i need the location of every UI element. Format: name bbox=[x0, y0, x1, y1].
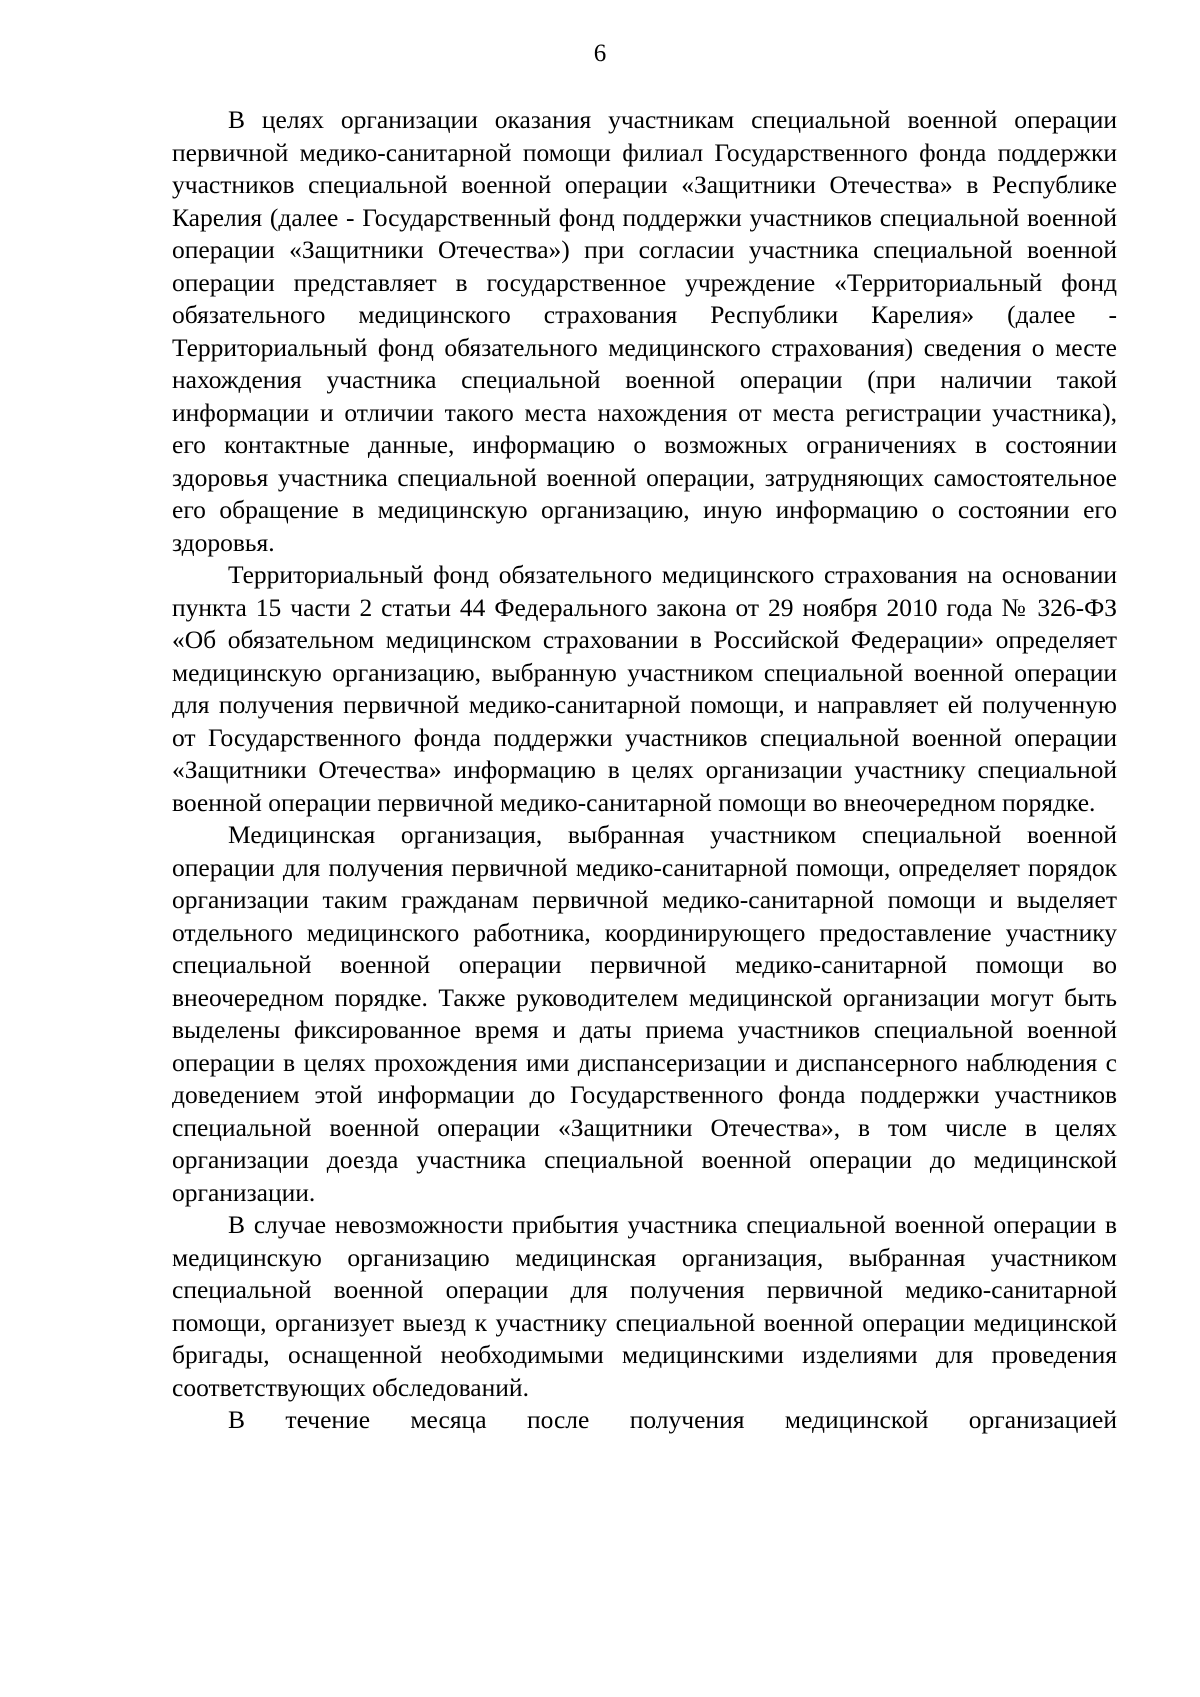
paragraph-1: В целях организации оказания участникам специальной военной операции первичной медико-санитарной помощи филиал Государственного фонда поддержки участников специальной военной операции «Защитники Отечества» в Республике Карелия (далее - Государственный фонд поддержки участников специальной военной операции «Защитники Отечества») при согласии участника специальной военной операции представляет в государственное учреждение «Территориальный фонд обязательного медицинского страхования Республики Карелия» (далее - Территориальный фонд обязательного медицинского страхования) сведения о месте нахождения участника специальной военной операции (при наличии такой информации и отличии такого места нахождения от места регистрации участника), его контактные данные, информацию о возможных ограничениях в состоянии здоровья участника специальной военной операции, затрудняющих самостоятельное его обращение в медицинскую организацию, иную информацию о состоянии его здоровья. bbox=[172, 105, 1117, 557]
paragraph-4: В случае невозможности прибытия участника специальной военной операции в медицинскую организацию медицинская организация, выбранная участником специальной военной операции для получения первичной медико-санитарной помощи, организует выезд к участнику специальной военной операции медицинской бригады, оснащенной необходимыми медицинскими изделиями для проведения соответствующих обследований. bbox=[172, 1210, 1117, 1402]
paragraph-2: Территориальный фонд обязательного медицинского страхования на основании пункта 15 части 2 статьи 44 Федерального закона от 29 ноября 2010 года № 326-ФЗ «Об обязательном медицинском страховании в Российской Федерации» определяет медицинскую организацию, выбранную участником специальной военной операции для получения первичной медико-санитарной помощи, и направляет ей полученную от Государственного фонда поддержки участников специальной военной операции «Защитники Отечества» информацию в целях организации участнику специальной военной операции первичной медико-санитарной помощи во внеочередном порядке. bbox=[172, 560, 1117, 817]
document-body bbox=[172, 104, 1117, 1437]
paragraph-5: В течение месяца после получения медицинской организацией bbox=[228, 1405, 1117, 1434]
paragraph-3: Медицинская организация, выбранная участником специальной военной операции для получения первичной медико-санитарной помощи, определяет порядок организации таким гражданам первичной медико-санитарной помощи и выделяет отдельного медицинского работника, координирующего предоставление участнику специальной военной операции первичной медико-санитарной помощи во внеочередном порядке. Также руководителем медицинской организации могут быть выделены фиксированное время и даты приема участников специальной военной операции в целях прохождения ими диспансеризации и диспансерного наблюдения с доведением этой информации до Государственного фонда поддержки участников специальной военной операции «Защитники Отечества», в том числе в целях организации доезда участника специальной военной операции до медицинской организации. bbox=[172, 820, 1117, 1207]
page-number: 6 bbox=[593, 40, 607, 67]
